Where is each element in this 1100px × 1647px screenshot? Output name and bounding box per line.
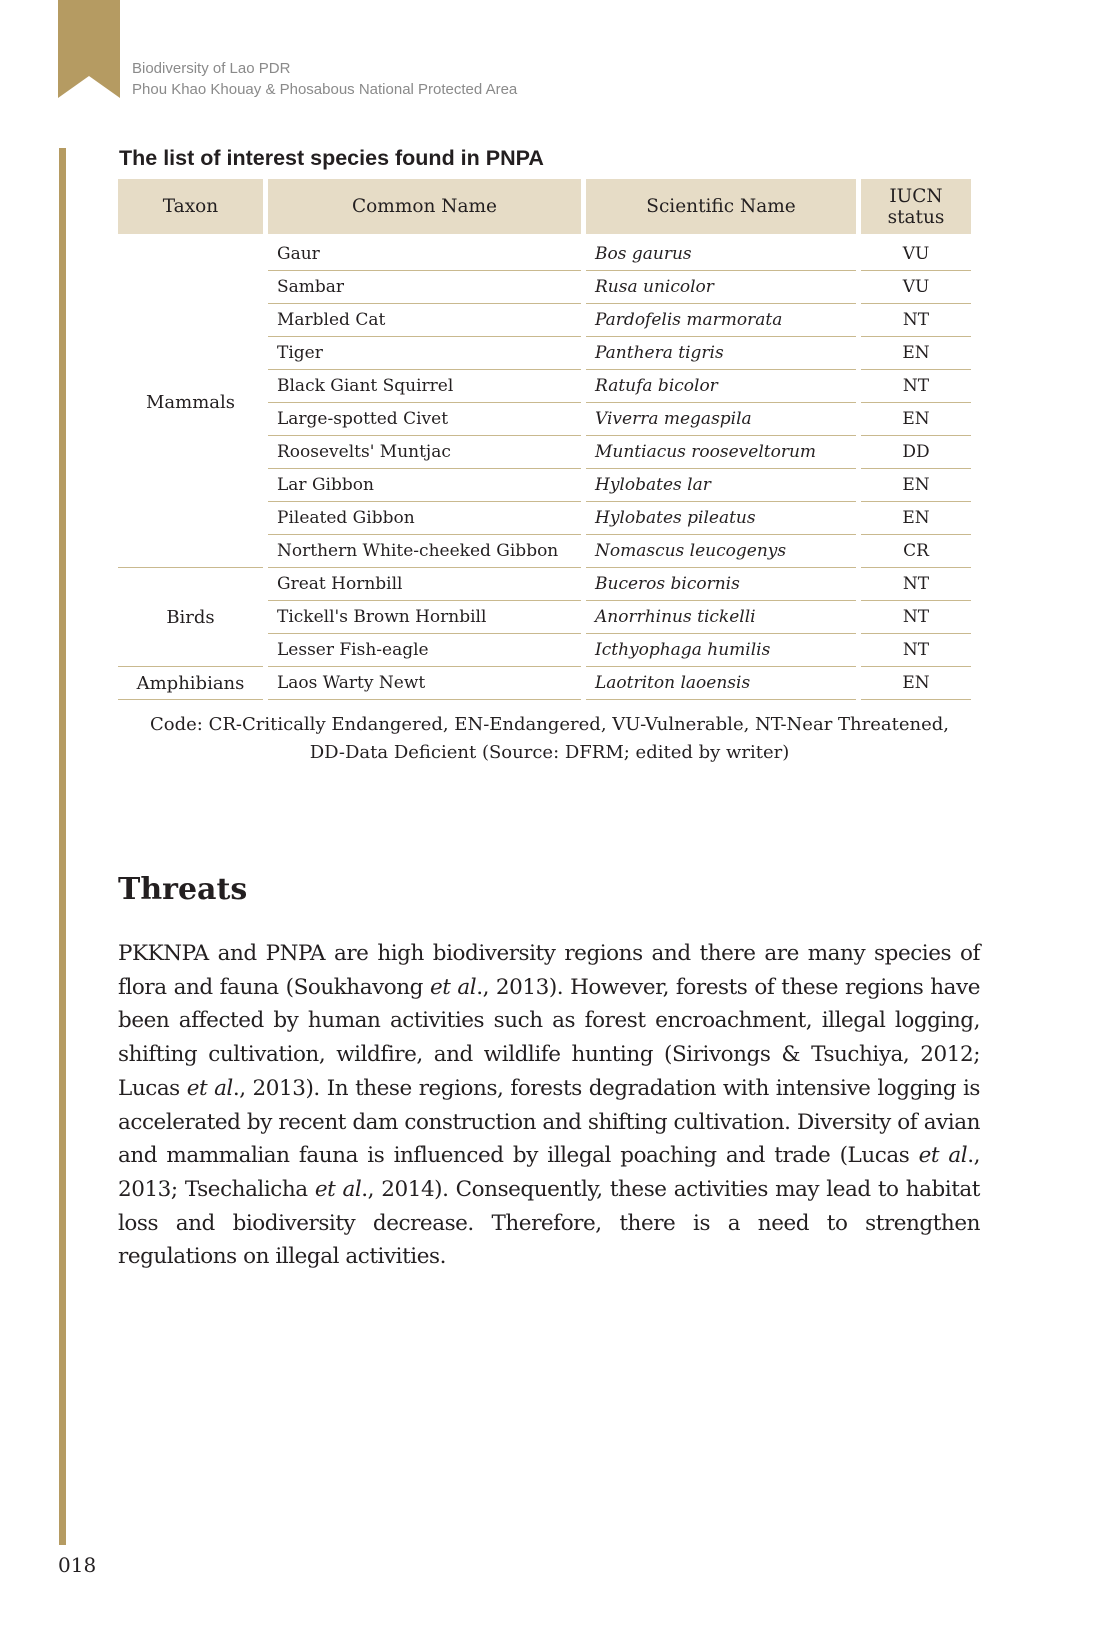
scientific-name-cell: Viverra megaspila (586, 403, 856, 436)
iucn-status-cell: EN (861, 502, 971, 535)
table-title: The list of interest species found in PNPA (119, 146, 544, 170)
common-name-cell: Lesser Fish-eagle (268, 634, 581, 667)
text-segment: ., 2014). Consequently, these activities may lead to habitat loss and biodiversity decrease. Therefore, there is a need to strengthen regulations on illegal activities. (118, 1176, 980, 1270)
threats-heading: Threats (118, 872, 248, 907)
table-header (118, 179, 971, 234)
iucn-status-cell: NT (861, 304, 971, 337)
running-header-line-1: Biodiversity of Lao PDR (132, 60, 291, 77)
scientific-name-cell: Ratufa bicolor (586, 370, 856, 403)
iucn-status-cell: EN (861, 403, 971, 436)
scientific-name-cell: Pardofelis marmorata (586, 304, 856, 337)
scientific-name-cell: Hylobates lar (586, 469, 856, 502)
italic-text-segment: et al (186, 1075, 233, 1101)
common-name-cell: Northern White-cheeked Gibbon (268, 535, 581, 568)
text-segment: ., 2013; Tsechalicha (118, 1143, 980, 1202)
common-name-cell: Lar Gibbon (268, 469, 581, 502)
iucn-status-cell: VU (861, 271, 971, 304)
ribbon-shape (58, 0, 120, 98)
common-name-cell: Tiger (268, 337, 581, 370)
iucn-status-cell: NT (861, 601, 971, 634)
common-name-cell: Laos Warty Newt (268, 667, 581, 700)
table-row (118, 234, 971, 271)
iucn-status-cell: NT (861, 370, 971, 403)
scientific-name-cell: Nomascus leucogenys (586, 535, 856, 568)
iucn-status-cell: VU (861, 234, 971, 271)
header-taxon: Taxon (118, 179, 263, 234)
text-segment: PKKNPA and PNPA are high biodiversity regions and there are many species of flora and fauna (Soukhavong (118, 941, 980, 1000)
header-scientific-name: Scientific Name (586, 179, 856, 234)
scientific-name-cell: Panthera tigris (586, 337, 856, 370)
caption-line-2: DD-Data Deficient (Source: DFRM; edited by writer) (309, 742, 790, 763)
table-row (118, 568, 971, 601)
species-table (113, 179, 976, 700)
text-segment: ., 2013). However, forests of these regions have been affected by human activities such as forest encroachment, illegal logging, shifting cultivation, wildfire, and wildlife hunting (Sirivongs & Tsuchiya, 2012; Lucas (118, 974, 980, 1101)
table-row (118, 667, 971, 700)
common-name-cell: Gaur (268, 234, 581, 271)
iucn-status-cell: EN (861, 667, 971, 700)
running-header (132, 58, 517, 100)
text-segment: ., 2013). In these regions, forests degradation with intensive logging is accelerated by recent dam construction and shifting cultivation. Diversity of avian and mammalian fauna is influenced by illegal poaching and trade (Lucas (118, 1075, 980, 1169)
left-margin-rule (59, 148, 66, 1545)
page-number: 018 (58, 1553, 97, 1577)
italic-text-segment: et al (314, 1176, 362, 1202)
running-header-line-2: Phou Khao Khouay & Phosabous National Protected Area (132, 81, 518, 98)
common-name-cell: Large-spotted Civet (268, 403, 581, 436)
taxon-cell: Birds (118, 568, 263, 667)
common-name-cell: Sambar (268, 271, 581, 304)
taxon-cell: Mammals (118, 234, 263, 568)
iucn-status-cell: CR (861, 535, 971, 568)
iucn-status-cell: NT (861, 634, 971, 667)
caption-line-1: Code: CR-Critically Endangered, EN-Endangered, VU-Vulnerable, NT-Near Threatened, (150, 714, 949, 735)
iucn-status-cell: EN (861, 469, 971, 502)
scientific-name-cell: Rusa unicolor (586, 271, 856, 304)
scientific-name-cell: Bos gaurus (586, 234, 856, 271)
common-name-cell: Great Hornbill (268, 568, 581, 601)
common-name-cell: Marbled Cat (268, 304, 581, 337)
scientific-name-cell: Icthyophaga humilis (586, 634, 856, 667)
header-common-name: Common Name (268, 179, 581, 234)
scientific-name-cell: Hylobates pileatus (586, 502, 856, 535)
common-name-cell: Pileated Gibbon (268, 502, 581, 535)
scientific-name-cell: Anorrhinus tickelli (586, 601, 856, 634)
header-iucn-status: IUCN status (861, 179, 971, 234)
threats-paragraph (118, 937, 980, 1274)
scientific-name-cell: Muntiacus rooseveltorum (586, 436, 856, 469)
iucn-status-cell: DD (861, 436, 971, 469)
common-name-cell: Black Giant Squirrel (268, 370, 581, 403)
iucn-status-cell: EN (861, 337, 971, 370)
common-name-cell: Roosevelts' Muntjac (268, 436, 581, 469)
scientific-name-cell: Laotriton laoensis (586, 667, 856, 700)
table-caption (118, 711, 981, 767)
italic-text-segment: et al (429, 974, 477, 1000)
table-header-row (118, 179, 971, 234)
corner-ribbon-bookmark (58, 0, 120, 98)
common-name-cell: Tickell's Brown Hornbill (268, 601, 581, 634)
taxon-cell: Amphibians (118, 667, 263, 700)
iucn-status-cell: NT (861, 568, 971, 601)
italic-text-segment: et al (918, 1143, 968, 1169)
scientific-name-cell: Buceros bicornis (586, 568, 856, 601)
table-body (118, 234, 971, 700)
